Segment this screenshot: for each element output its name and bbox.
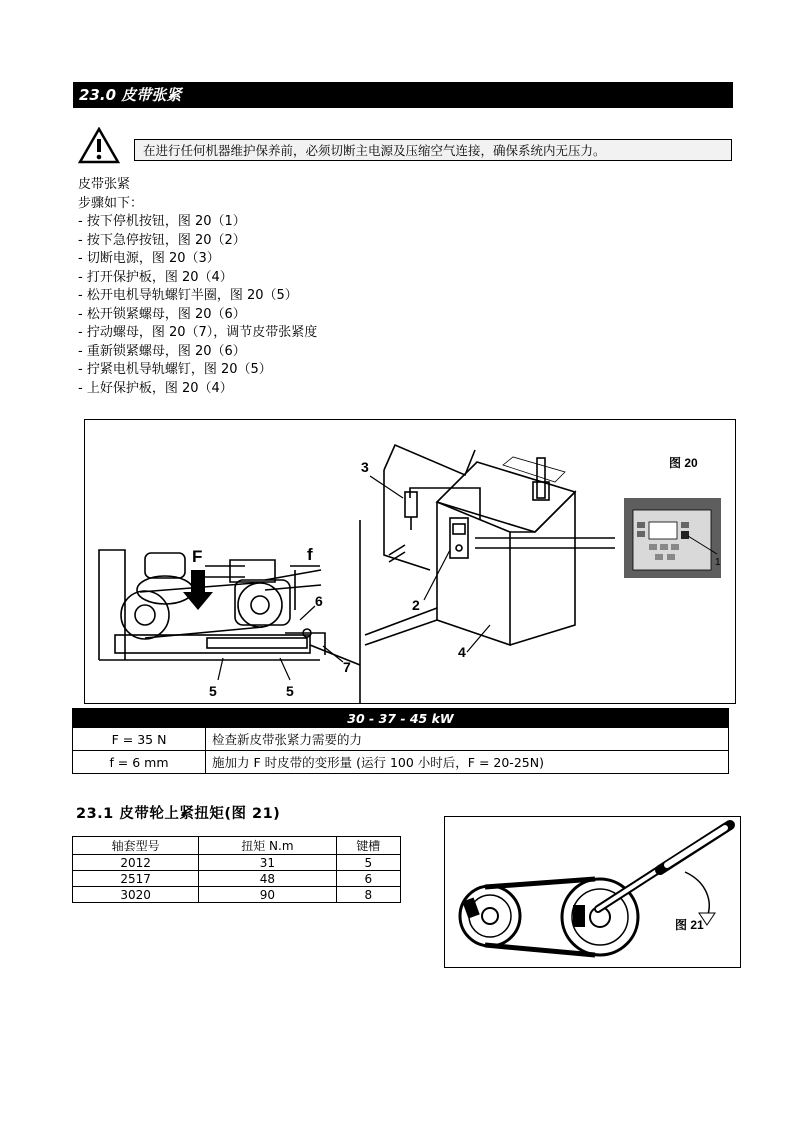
- figure-21: [444, 816, 741, 968]
- step-item: - 松开电机导轨螺钉半圈，图 20（5）: [78, 288, 298, 303]
- procedure-steps: [78, 176, 317, 398]
- step-item: - 打开保护板，图 20（4）: [78, 269, 233, 285]
- section-title: 皮带张紧: [121, 86, 182, 104]
- torque-table: [72, 836, 401, 903]
- table-row: [73, 871, 401, 887]
- spec-table-header: 30 - 37 - 45 kW: [73, 709, 729, 728]
- column-header: 扭矩 N.m: [199, 837, 336, 855]
- callout-1: 1: [715, 557, 721, 568]
- table-header-row: [73, 837, 401, 855]
- step-item: - 按下停机按钮，图 20（1）: [78, 214, 246, 229]
- intro-heading: 皮带张紧: [78, 177, 131, 192]
- callout-4: 4: [458, 644, 466, 660]
- steps-label: 步骤如下：: [78, 195, 144, 211]
- table-cell: 48: [199, 871, 336, 887]
- warning-icon: [78, 127, 120, 164]
- figure-21-illustration: [445, 817, 740, 967]
- table-cell: 3020: [73, 887, 199, 903]
- step-item: - 按下急停按钮，图 20（2）: [78, 232, 246, 248]
- callout-2: 2: [412, 597, 420, 613]
- step-item: - 拧紧电机导轨螺钉，图 20（5）: [78, 362, 272, 377]
- table-row: [73, 887, 401, 903]
- column-header: 轴套型号: [73, 837, 199, 855]
- section-number: 23.0: [79, 86, 117, 104]
- table-cell: 2517: [73, 871, 199, 887]
- section-title-bar: [73, 82, 733, 108]
- step-item: - 切断电源，图 20（3）: [78, 251, 220, 266]
- callout-F: F: [192, 547, 203, 566]
- table-cell: 8: [336, 887, 400, 903]
- spec-key: f = 6 mm: [73, 751, 206, 774]
- table-row: [73, 751, 729, 774]
- callout-7: 7: [343, 659, 351, 675]
- step-item: - 上好保护板，图 20（4）: [78, 380, 233, 396]
- callout-f: f: [307, 545, 313, 564]
- step-item: - 拧动螺母，图 20（7），调节皮带张紧度: [78, 325, 318, 340]
- warning-box: [134, 139, 732, 161]
- table-row: [73, 728, 729, 751]
- belt-spec-table: [72, 708, 729, 774]
- callout-5a: 5: [209, 683, 217, 699]
- table-cell: 5: [336, 855, 400, 871]
- subsection-title: 23.1 皮带轮上紧扭矩(图 21): [76, 806, 281, 822]
- spec-key: F = 35 N: [73, 728, 206, 751]
- table-cell: 90: [199, 887, 336, 903]
- callout-5b: 5: [286, 683, 294, 699]
- callout-3: 3: [361, 459, 369, 475]
- warning-text: 在进行任何机器维护保养前，必须切断主电源及压缩空气连接，确保系统内无压力。: [143, 143, 606, 158]
- table-cell: 2012: [73, 855, 199, 871]
- table-header-row: [73, 709, 729, 728]
- figure-20: [84, 419, 736, 704]
- column-header: 键槽: [336, 837, 400, 855]
- spec-value: 施加力 F 时皮带的变形量 (运行 100 小时后，F = 20-25N): [206, 751, 729, 774]
- figure-20-illustration: [85, 420, 735, 703]
- figure-20-label: 图 20: [669, 456, 698, 470]
- table-row: [73, 855, 401, 871]
- step-item: - 松开锁紧螺母，图 20（6）: [78, 306, 246, 322]
- spec-value: 检查新皮带张紧力需要的力: [206, 728, 729, 751]
- table-cell: 31: [199, 855, 336, 871]
- step-item: - 重新锁紧螺母，图 20（6）: [78, 343, 246, 359]
- callout-6: 6: [315, 593, 323, 609]
- figure-21-label: 图 21: [675, 918, 704, 932]
- table-cell: 6: [336, 871, 400, 887]
